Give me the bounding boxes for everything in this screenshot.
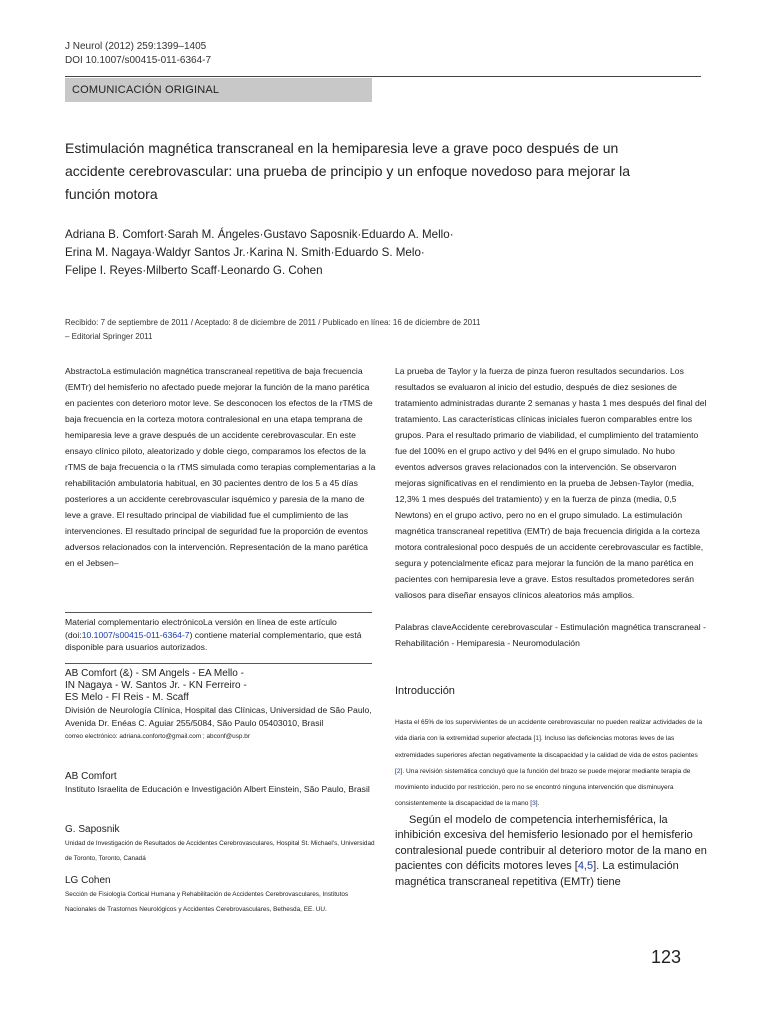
publisher-line: – Editorial Springer 2011 [65,332,153,341]
intro-text: ]. La estimulación magnética transcraneal repetitiva (EMTr) tiene [395,860,679,888]
affiliation-names: G. Saposnik [65,824,120,835]
affiliation-email[interactable]: correo electrónico: adriana.conforto@gmail.com ; abconf@usp.br [65,733,250,740]
affiliation-names: AB Comfort [65,771,117,782]
abstract-right [395,363,707,890]
material-rule-top [65,612,372,613]
affiliation-institution: División de Neurología Clínica, Hospital das Clínicas, Universidad de São Paulo, Avenida Dr. Enéas C. Aguiar 255/5084, São Paulo 05403010, Brasil [65,705,372,728]
article-title: Estimulación magnética transcraneal en la hemiparesia leve a grave poco después de un accidente cerebrovascular: una prueba de principio y un enfoque novedoso para mejorar la función motora [65,140,631,202]
authors-line: Erina M. Nagaya·Waldyr Santos Jr.·Karina N. Smith·Eduardo S. Melo· [65,246,425,259]
affiliation-institution: Unidad de Investigación de Resultados de Accidentes Cerebrovasculares, Hospital St. Michael's, Universidad de Toronto, Toronto, Canadá [65,840,375,862]
affiliation-names: ES Melo - FI Reis - M. Scaff [65,692,189,703]
journal-line: J Neurol (2012) 259:1399–1405 [65,41,207,52]
page-number: 123 [651,947,682,967]
citation-link[interactable]: 1 [535,735,540,743]
doi-link[interactable]: 10.1007/s00415-011-6364-7 [81,629,190,640]
abstract-left [65,363,377,571]
introduction-heading: Introducción [395,685,455,697]
author-list [65,226,625,280]
abstract-text: AbstractoLa estimulación magnética transcraneal repetitiva de baja frecuencia (EMTr) del hemisferio no afectado puede mejorar la función de la mano parética en pacientes con deterioro motor leve. Se desconocen los efectos de la rTMS de baja frecuencia en la corteza motora contralesional en una etapa temprana de hemiparesia leve a grave después de un accidente cerebrovascular. En este ensayo clínico piloto, aleatorizado y doble ciego, comparamos los efectos de la rTMS de baja frecuencia o la rTMS simulada como terapias complementarias a la rehabilitación ambulatoria habitual, en 30 pacientes dentro de los 5 a 45 días posteriores a un accidente cerebrovascular isquémico y paresia de la mano de leve a grave. El resultado principal de viabilidad fue el cumplimiento de las intervenciones. El resultado principal de seguridad fue la proporción de eventos adversos relacionados con la intervención. Representación de la mano parética en el Jebsen– [65,366,376,568]
affiliation-institution: Instituto Israelita de Educación e Investigación Albert Einstein, São Paulo, Brasil [65,784,370,794]
material-rule-bottom [65,663,372,664]
keywords: Palabras claveAccidente cerebrovascular - Estimulación magnética transcraneal - Rehabilitación - Hemiparesia - Neuromodulación [395,622,706,648]
citation-link[interactable]: 2 [396,767,401,775]
affiliation-block [65,875,375,917]
header-rule [65,76,701,77]
affiliation-block [65,824,375,866]
citation-link[interactable]: 3 [532,800,536,808]
intro-text: ]. Una revisión sistemática concluyó que la función del brazo se puede mejorar mediante terapia de movimiento inducido por restricción, pero no se encontró ninguna intervención que disminuyera consistentemente la discapacidad de la mano [ [395,767,691,808]
abstract-text: La prueba de Taylor y la fuerza de pinza fueron resultados secundarios. Los resultados se evaluaron al inicio del estudio, después de diez sesiones de tratamiento administradas durante 2 semanas y hasta 1 mes después del final del tratamiento. Las características clínicas iniciales fueron comparables entre los grupos. Para el resultado primario de viabilidad, el cumplimiento del tratamiento fue del 100% en el grupo activo y del 94% en el grupo simulado. No hubo eventos adversos graves relacionados con la intervención. Se observaron mejoras significativas en el rendimiento en la prueba de Jebsen-Taylor (media, 12,3% 1 mes después del tratamiento) y en la fuerza de pinza (media, 0,5 Newtons) en el grupo activo, pero no en el grupo simulado. La estimulación magnética transcraneal repetitiva (EMTr) de baja frecuencia dirigida a la corteza motora contralesional poco después de un accidente cerebrovascular es factible, segura y potencialmente eficaz para mejorar la función de la mano parética en pacientes con hemiparesia leve a grave. Estos resultados prometedores serán valiosos para diseñar ensayos clínicos aleatorios más amplios. [395,366,707,600]
introduction-paragraph [395,715,707,813]
dates-line: Recibido: 7 de septiembre de 2011 / Aceptado: 8 de diciembre de 2011 / Publicado en línea: 16 de diciembre de 2011 [65,318,481,327]
section-banner [65,78,372,102]
material-text: ) contiene material complementario, que está disponible para usuarios autorizados. [65,629,362,652]
intro-text: Según el modelo de competencia interhemisférica, la inhibición excesiva del hemisferio lesionado por el hemisferio contralesional puede contribuir al deterioro motor de la mano en pacientes con déficits motores leves [ [395,813,707,873]
supplementary-material-note [65,616,372,654]
intro-text: ]. Incluso las deficiencias motoras leves de las extremidades superiores afectan negativamente la discapacidad y la calidad de vida de estos pacientes [ [395,735,698,775]
affiliation-names: LG Cohen [65,875,111,886]
affiliation-block [65,668,375,744]
introduction-paragraph [395,813,707,891]
journal-citation [65,40,211,68]
intro-text: Hasta el 65% de los supervivientes de un accidente cerebrovascular no pueden realizar actividades de la vida diaria con la extremidad superior afectada [ [395,719,703,743]
authors-line: Felipe I. Reyes·Milberto Scaff·Leonardo G. Cohen [65,264,323,277]
citation-link[interactable]: 4,5 [577,860,594,873]
publication-dates [65,316,705,344]
affiliation-block [65,771,375,796]
doi-line: DOI 10.1007/s00415-011-6364-7 [65,55,212,66]
affiliation-names: IN Nagaya - W. Santos Jr. - KN Ferreiro - [65,680,247,691]
material-text: Material complementario electrónicoLa versión en línea de este artículo (doi: [65,617,337,640]
section-label: COMUNICACIÓN ORIGINAL [72,84,220,96]
affiliation-names: AB Comfort (&) - SM Angels - EA Mello - [65,668,244,679]
intro-text: ]. [535,800,540,808]
affiliation-institution: Sección de Fisiología Cortical Humana y Rehabilitación de Accidentes Cerebrovasculares, Institutos Nacionales de Trastornos Neurológicos y Accidentes Cerebrovasculares, Bethesda, EE. UU. [65,891,349,913]
authors-line: Adriana B. Comfort·Sarah M. Ángeles·Gustavo Saposnik·Eduardo A. Mello· [65,228,454,241]
